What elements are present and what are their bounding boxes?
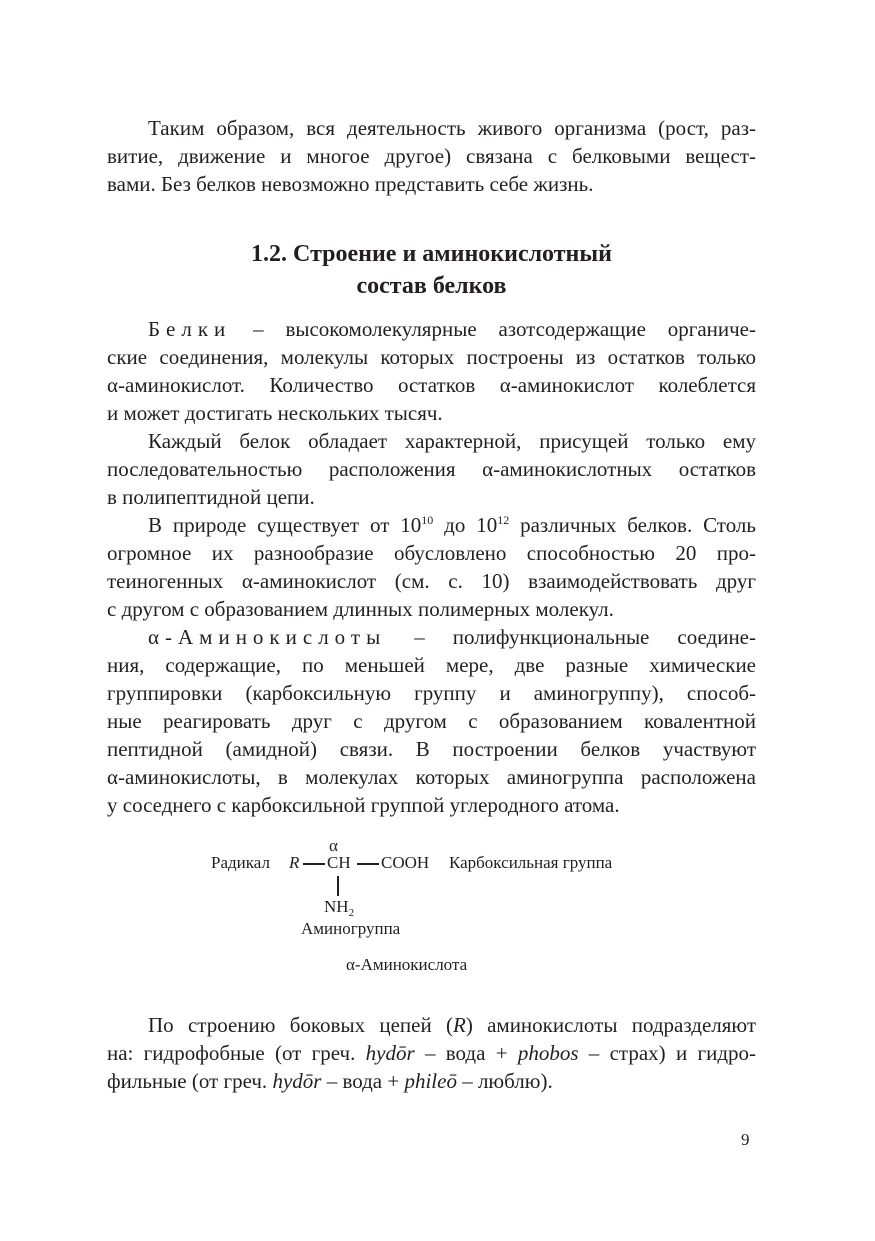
text-line bbox=[107, 1011, 756, 1039]
text-fragment: – высокомолекулярные азотсодержащие органиче- bbox=[231, 317, 756, 341]
text-line: Каждый белок обладает характерной, присущей только ему bbox=[148, 429, 756, 453]
section-heading bbox=[107, 238, 756, 302]
text-fragment: – люблю). bbox=[456, 1069, 553, 1093]
text-fragment: на: гидрофобные (от греч. bbox=[107, 1041, 366, 1065]
heading-line-1: 1.2. Строение и аминокислотный bbox=[251, 241, 612, 267]
paragraph-side-chains bbox=[107, 1011, 756, 1095]
heading-line-2: состав белков bbox=[356, 273, 507, 299]
paragraph-life-activity bbox=[107, 114, 756, 198]
text-fragment: – страх) и гидро- bbox=[578, 1041, 756, 1065]
radical-italic: R bbox=[452, 1013, 466, 1037]
radical-label: Радикал bbox=[211, 853, 270, 872]
text-line: пептидной (амидной) связи. В построении белков участвуют bbox=[107, 737, 756, 761]
radical-symbol: R bbox=[289, 853, 300, 872]
text-line bbox=[107, 1067, 756, 1095]
text-line bbox=[107, 1039, 756, 1067]
exponent: 10 bbox=[421, 513, 434, 527]
text-line: ские соединения, молекулы которых построены из остатков только bbox=[107, 345, 756, 369]
paragraph-amino-acids-definition bbox=[107, 623, 756, 819]
bond-ch-cooh bbox=[357, 863, 379, 865]
text-fragment: В природе существует от 10 bbox=[148, 513, 422, 537]
formula-caption: α-Аминокислота bbox=[346, 955, 468, 974]
greek-word: hydōr bbox=[272, 1069, 322, 1093]
text-line: вами. Без белков невозможно представить себе жизнь. bbox=[107, 172, 594, 196]
amino-group-main: NH bbox=[324, 897, 349, 916]
text-line: группировки (карбоксильную группу и аминогруппу), способ- bbox=[107, 681, 756, 705]
text-line: и может достигать нескольких тысяч. bbox=[107, 401, 443, 425]
carboxyl-label: Карбоксильная группа bbox=[449, 853, 613, 872]
text-fragment: По строению боковых цепей ( bbox=[148, 1013, 453, 1037]
greek-word: phobos bbox=[517, 1041, 579, 1065]
text-line bbox=[107, 623, 756, 651]
bond-r-ch bbox=[303, 863, 325, 865]
text-fragment: – вода + bbox=[414, 1041, 518, 1065]
alpha-label: α bbox=[329, 836, 338, 855]
text-fragment: – вода + bbox=[321, 1069, 405, 1093]
text-line: α-аминокислот. Количество остатков α-аминокислот колеблется bbox=[107, 373, 756, 397]
text-line: ния, содержащие, по меньшей мере, две разные химические bbox=[107, 653, 756, 677]
text-fragment: до 10 bbox=[433, 513, 498, 537]
term-amino-acids: α-Аминокислоты bbox=[148, 625, 387, 649]
paragraph-proteins-definition bbox=[107, 315, 756, 427]
paragraph-protein-diversity bbox=[107, 511, 756, 623]
text-line bbox=[107, 315, 756, 343]
text-line: α-аминокислоты, в молекулах которых аминогруппа расположена bbox=[107, 765, 756, 789]
text-fragment: фильные (от греч. bbox=[107, 1069, 273, 1093]
text-line bbox=[107, 511, 756, 539]
page-number: 9 bbox=[741, 1130, 750, 1149]
text-line: огромное их разнообразие обусловлено способностью 20 про- bbox=[107, 541, 756, 565]
text-fragment: ) аминокислоты подразделяют bbox=[465, 1013, 756, 1037]
term-proteins: Белки bbox=[148, 317, 232, 341]
alpha-carbon: CH bbox=[327, 853, 351, 872]
amino-label: Аминогруппа bbox=[301, 919, 401, 938]
text-line: ные реагировать друг с другом с образованием ковалентной bbox=[107, 709, 756, 733]
greek-word: hydōr bbox=[365, 1041, 415, 1065]
amino-group-subscript: 2 bbox=[348, 907, 355, 919]
text-fragment: различных белков. Столь bbox=[509, 513, 756, 537]
text-line: витие, движение и многое другое) связана с белковыми вещест- bbox=[107, 144, 756, 168]
text-line: теиногенных α-аминокислот (см. с. 10) взаимодействовать друг bbox=[107, 569, 756, 593]
text-line: с другом с образованием длинных полимерных молекул. bbox=[107, 597, 614, 621]
text-line: у соседнего с карбоксильной группой углеродного атома. bbox=[107, 793, 620, 817]
greek-word: phileō bbox=[404, 1069, 457, 1093]
paragraph-protein-sequence bbox=[107, 427, 756, 511]
text-line: последовательностью расположения α-аминокислотных остатков bbox=[107, 457, 756, 481]
text-line: в полипептидной цепи. bbox=[107, 485, 315, 509]
exponent: 12 bbox=[497, 513, 510, 527]
bond-ch-nh2 bbox=[337, 876, 339, 896]
text-fragment: – полифункциональные соедине- bbox=[386, 625, 756, 649]
carboxyl-group: COOH bbox=[381, 853, 430, 872]
text-line: Таким образом, вся деятельность живого организма (рост, раз- bbox=[148, 116, 756, 140]
